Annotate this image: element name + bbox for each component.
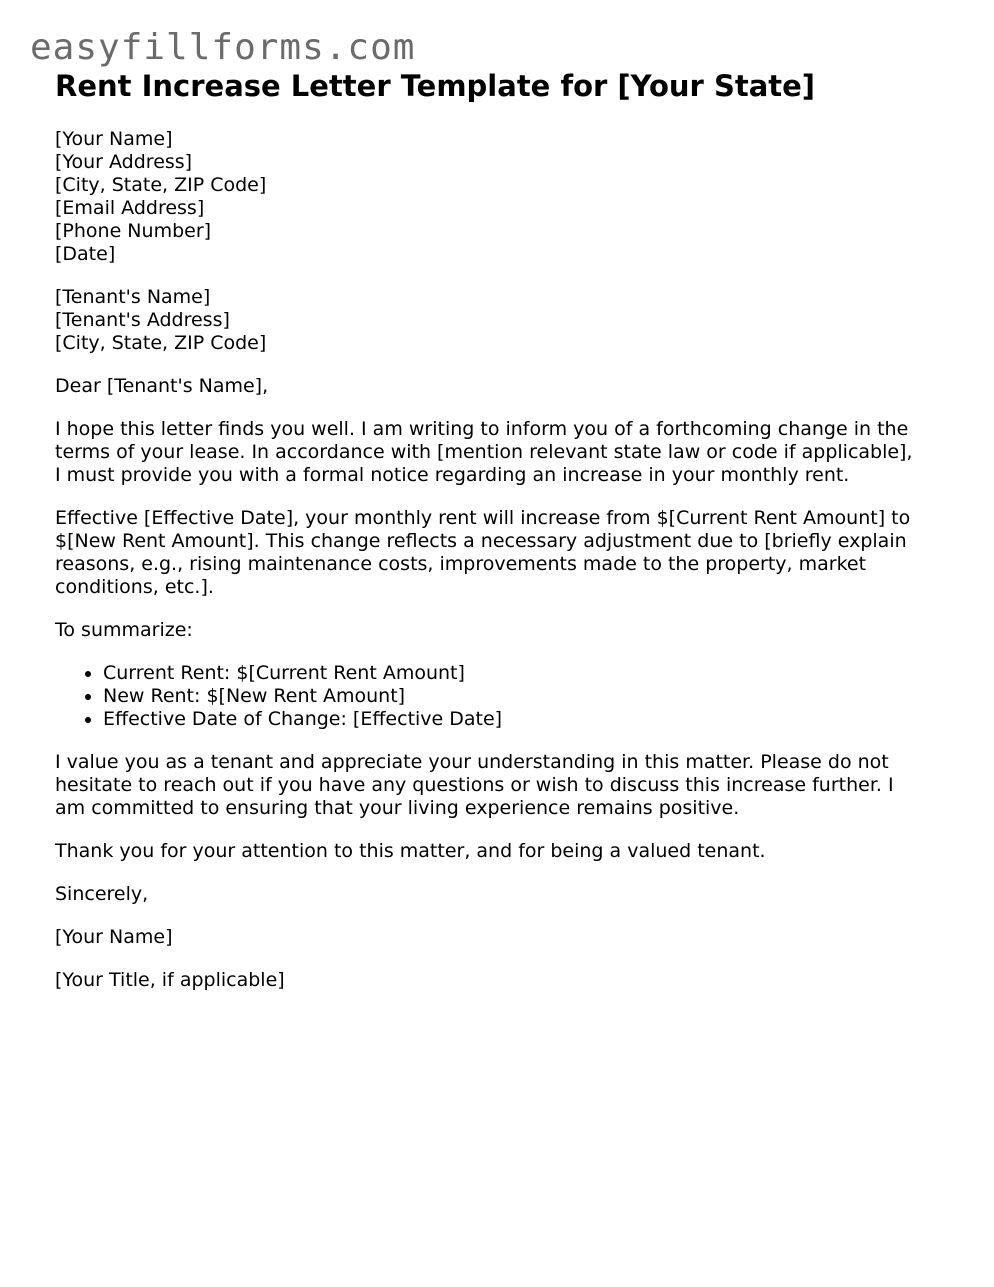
increase-details-line: conditions, etc.]. bbox=[55, 576, 214, 598]
letter-date: [Date] bbox=[55, 243, 116, 265]
intro-paragraph-line: I must provide you with a formal notice regarding an increase in your monthly rent. bbox=[55, 464, 850, 486]
signature-name: [Your Name] bbox=[55, 926, 173, 948]
summary-item-new-rent: • New Rent: $[New Rent Amount] bbox=[103, 685, 945, 708]
appreciation-line: I value you as a tenant and appreciate your understanding in this matter. Please do not bbox=[55, 751, 889, 773]
sender-phone: [Phone Number] bbox=[55, 220, 212, 242]
appreciation-paragraph bbox=[55, 751, 945, 820]
letter-page bbox=[55, 66, 945, 992]
sender-name: [Your Name] bbox=[55, 128, 173, 150]
sender-address-block bbox=[55, 128, 945, 266]
tenant-name: [Tenant's Name] bbox=[55, 286, 211, 308]
sender-city-state-zip: [City, State, ZIP Code] bbox=[55, 174, 267, 196]
tenant-address: [Tenant's Address] bbox=[55, 309, 230, 331]
increase-details-line: Effective [Effective Date], your monthly rent will increase from $[Current Rent Amount] to bbox=[55, 507, 911, 529]
summary-item-current-rent: • Current Rent: $[Current Rent Amount] bbox=[103, 662, 945, 685]
intro-paragraph bbox=[55, 418, 945, 487]
recipient-address-block bbox=[55, 286, 945, 355]
thank-you-paragraph: Thank you for your attention to this matter, and for being a valued tenant. bbox=[55, 840, 766, 862]
appreciation-line: hesitate to reach out if you have any questions or wish to discuss this increase further. I bbox=[55, 774, 894, 796]
page-title: Rent Increase Letter Template for [Your State] bbox=[55, 69, 816, 103]
increase-details-line: reasons, e.g., rising maintenance costs, improvements made to the property, market bbox=[55, 553, 867, 575]
sender-address: [Your Address] bbox=[55, 151, 193, 173]
appreciation-line: am committed to ensuring that your living experience remains positive. bbox=[55, 797, 740, 819]
summary-item-effective-date: • Effective Date of Change: [Effective Date] bbox=[103, 708, 945, 731]
signature-title: [Your Title, if applicable] bbox=[55, 969, 285, 991]
summary-intro: To summarize: bbox=[55, 619, 193, 641]
intro-paragraph-line: I hope this letter finds you well. I am writing to inform you of a forthcoming change in the bbox=[55, 418, 909, 440]
increase-details-line: $[New Rent Amount]. This change reflects a necessary adjustment due to [briefly explain bbox=[55, 530, 907, 552]
closing: Sincerely, bbox=[55, 883, 149, 905]
tenant-city-state-zip: [City, State, ZIP Code] bbox=[55, 332, 267, 354]
summary-list bbox=[55, 662, 945, 731]
increase-details-paragraph bbox=[55, 507, 945, 599]
sender-email: [Email Address] bbox=[55, 197, 205, 219]
intro-paragraph-line: terms of your lease. In accordance with [mention relevant state law or code if applicable], bbox=[55, 441, 913, 463]
salutation: Dear [Tenant's Name], bbox=[55, 375, 269, 397]
watermark-logo-text: easyfillforms.com bbox=[30, 27, 416, 68]
